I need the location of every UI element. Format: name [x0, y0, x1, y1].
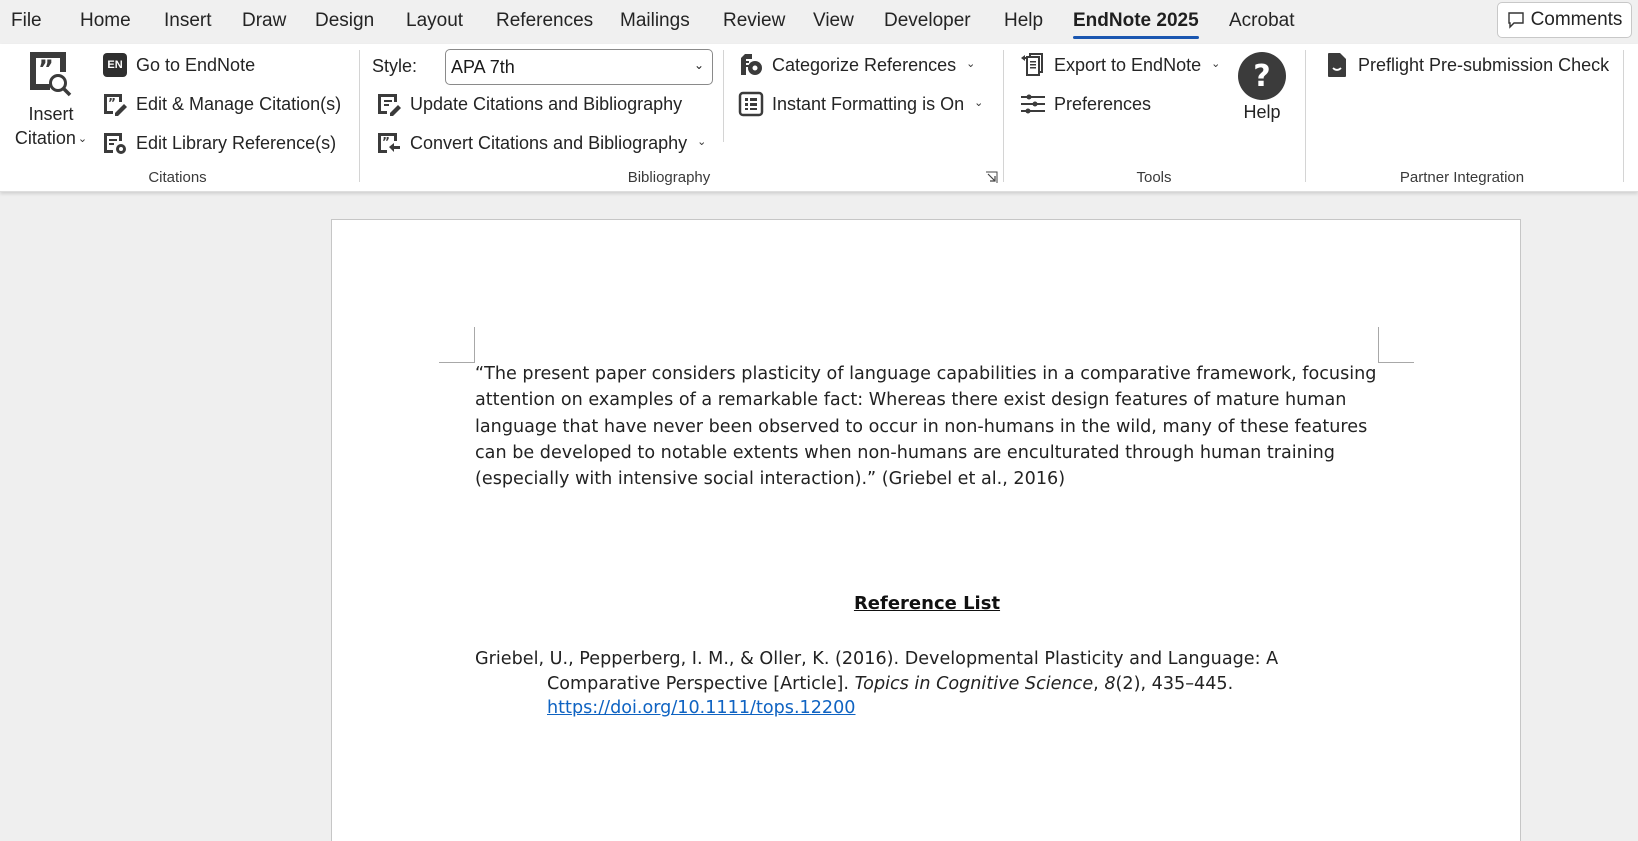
preflight-label: Preflight Pre-submission Check — [1358, 54, 1610, 75]
group-divider — [359, 50, 360, 182]
tab-view[interactable]: View — [813, 10, 854, 31]
help-label: Help — [1243, 102, 1281, 122]
go-to-endnote-button[interactable] — [102, 50, 255, 80]
chevron-down-icon: ⌄ — [693, 58, 704, 72]
reference-entry[interactable]: Griebel, U., Pepperberg, I. M., & Oller, K. (2016). Developmental Plasticity and Language: A Comparative Perspective [Article]. Topics in Cognitive Science, 8(2), 435–445. https://doi.org/10.1111/tops.12200 — [475, 649, 1279, 718]
endnote-ribbon — [0, 44, 1638, 192]
reference-list-heading[interactable]: Reference List — [853, 593, 1001, 614]
group-divider — [1305, 50, 1306, 182]
tools-group-label: Tools — [1136, 169, 1172, 186]
chevron-down-icon: ⌄ — [966, 57, 976, 70]
style-value: APA 7th — [451, 56, 515, 77]
comments-label: Comments — [1530, 9, 1623, 30]
insert-citation-label-1: Insert — [28, 104, 74, 124]
quote-paragraph[interactable]: “The present paper considers plasticity of language capabilities in a comparative framework, focusing attention on examples of a remarkable fact: Whereas there exist design features of mature human language that have never been observed to occur in non-humans in the wild, many of these features can be developed to notable extents when non-humans are enculturated through human training (especially with intensive social interaction).” (Griebel et al., 2016) — [475, 364, 1377, 490]
margin-crop-mark — [439, 327, 475, 363]
tab-draw[interactable]: Draw — [242, 10, 287, 31]
comment-icon — [1507, 11, 1525, 29]
reference-authors-title: Griebel, U., Pepperberg, I. M., & Oller, K. (2016). Developmental Plasticity and Language: A — [475, 649, 1279, 669]
tab-design[interactable]: Design — [315, 10, 375, 31]
edit-citation-icon — [102, 91, 128, 117]
bibliography-group-label: Bibliography — [627, 169, 711, 186]
margin-crop-mark — [1378, 327, 1414, 363]
issue-pages: (2), 435–445. — [1115, 673, 1234, 694]
tab-developer[interactable]: Developer — [884, 10, 971, 31]
tab-insert[interactable]: Insert — [164, 10, 212, 31]
group-divider — [1003, 50, 1004, 182]
svg-text:”: ” — [108, 96, 116, 110]
edit-library-label: Edit Library Reference(s) — [136, 132, 337, 153]
categorize-references-icon — [738, 52, 764, 78]
insert-citation-button[interactable] — [10, 50, 92, 153]
dialog-launcher-icon[interactable] — [985, 171, 998, 184]
export-to-endnote-button[interactable] — [1020, 50, 1220, 80]
help-button[interactable] — [1232, 52, 1292, 123]
doi-link[interactable]: https://doi.org/10.1111/tops.12200 — [547, 698, 856, 718]
instant-formatting-icon — [738, 91, 764, 117]
edit-library-icon — [102, 130, 128, 156]
tab-home[interactable]: Home — [80, 10, 131, 31]
svg-text:”: ” — [382, 135, 390, 149]
comments-button[interactable] — [1497, 2, 1632, 38]
insert-citation-label-2: Citation — [14, 128, 76, 148]
insert-citation-icon — [27, 50, 75, 98]
chevron-down-icon: ⌄ — [697, 135, 707, 148]
convert-citations-label: Convert Citations and Bibliography — [410, 132, 688, 153]
tab-mailings[interactable]: Mailings — [620, 10, 690, 31]
tab-review[interactable]: Review — [723, 10, 786, 31]
edit-library-reference-button[interactable] — [102, 128, 336, 158]
categorize-references-button[interactable] — [738, 50, 975, 80]
export-label: Export to EndNote — [1054, 54, 1202, 75]
convert-citations-icon — [376, 130, 402, 156]
citations-group-label: Citations — [148, 169, 207, 186]
preferences-button[interactable] — [1020, 89, 1151, 119]
update-citations-button[interactable] — [376, 89, 682, 119]
update-citations-label: Update Citations and Bibliography — [410, 93, 683, 114]
svg-text:”: ” — [38, 55, 54, 83]
tab-file[interactable]: File — [11, 10, 42, 31]
partner-integration-group-label: Partner Integration — [1399, 169, 1525, 186]
preflight-check-button[interactable] — [1324, 50, 1609, 80]
group-divider — [723, 50, 724, 142]
tab-help[interactable]: Help — [1004, 10, 1044, 31]
tab-endnote-2025[interactable]: EndNote 2025 — [1073, 10, 1199, 31]
edit-manage-label: Edit & Manage Citation(s) — [136, 93, 342, 114]
go-to-endnote-label: Go to EndNote — [136, 54, 256, 75]
chevron-down-icon: ⌄ — [974, 96, 984, 109]
instant-formatting-button[interactable] — [738, 89, 983, 119]
export-icon — [1020, 52, 1046, 78]
group-divider — [1623, 50, 1624, 182]
document-page[interactable] — [331, 219, 1521, 841]
convert-citations-button[interactable] — [376, 128, 706, 158]
tab-layout[interactable]: Layout — [406, 10, 464, 31]
tab-acrobat[interactable]: Acrobat — [1229, 10, 1295, 31]
volume: 8 — [1104, 673, 1116, 694]
sliders-icon — [1020, 91, 1046, 117]
chevron-down-icon: ⌄ — [1211, 57, 1221, 70]
categorize-references-label: Categorize References — [772, 54, 957, 75]
preflight-document-icon — [1324, 52, 1350, 78]
ribbon-tab-bar — [0, 0, 1638, 44]
tab-references[interactable]: References — [496, 10, 594, 31]
help-icon — [1238, 52, 1286, 100]
style-select[interactable] — [445, 49, 713, 85]
endnote-logo-icon: EN — [102, 52, 128, 78]
update-bibliography-icon — [376, 91, 402, 117]
svg-text:?: ? — [1253, 59, 1271, 94]
edit-manage-citations-button[interactable] — [102, 89, 341, 119]
chevron-down-icon: ⌄ — [77, 133, 88, 145]
reference-continuation: Comparative Perspective [Article]. — [547, 673, 855, 694]
style-label: Style: — [372, 56, 418, 76]
instant-formatting-label: Instant Formatting is On — [772, 93, 965, 114]
preferences-label: Preferences — [1054, 93, 1152, 114]
journal-title: Topics in Cognitive Science — [854, 673, 1094, 694]
